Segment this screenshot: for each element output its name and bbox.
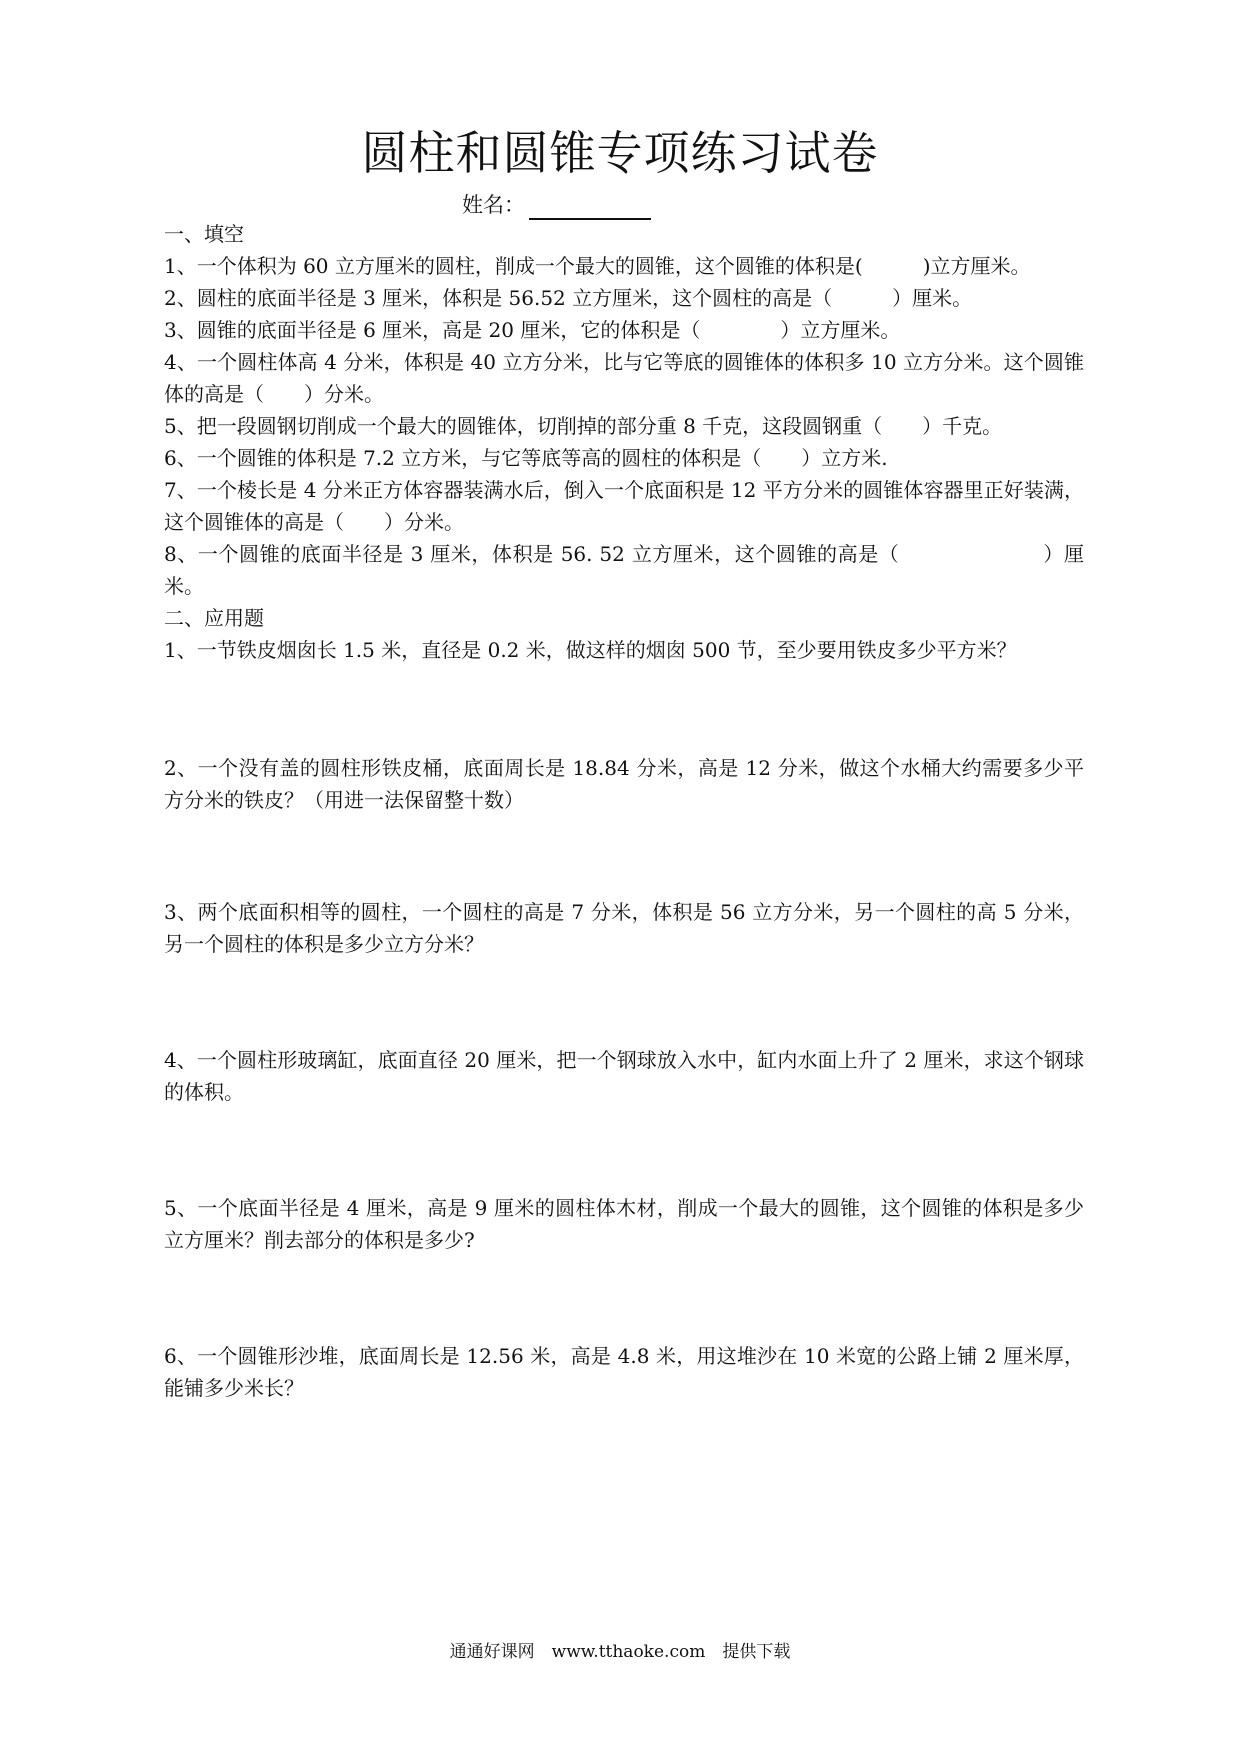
page-footer: 通通好课网 www.tthaoke.com 提供下载 — [449, 1642, 791, 1662]
fill-in-question-3: 3、圆锥的底面半径是 6 厘米，高是 20 厘米，它的体积是（ ）立方厘米。 — [164, 318, 901, 342]
name-label: 姓名： — [462, 193, 525, 217]
name-blank-line — [529, 198, 651, 220]
fill-in-question-7: 7、一个棱长是 4 分米正方体容器装满水后，倒入一个底面积是 12 平方分米的圆锥体容器里正好装满，这个圆锥体的高是（ ）分米。 — [164, 478, 1084, 534]
word-problem-4: 4、一个圆柱形玻璃缸，底面直径 20 厘米，把一个钢球放入水中，缸内水面上升了 2 厘米，求这个钢球的体积。 — [164, 1048, 1084, 1104]
fill-in-question-2: 2、圆柱的底面半径是 3 厘米，体积是 56.52 立方厘米，这个圆柱的高是（ ）厘米。 — [164, 286, 973, 310]
name-field-row — [462, 190, 651, 220]
fill-in-question-1: 1、一个体积为 60 立方厘米的圆柱，削成一个最大的圆锥，这个圆锥的体积是( )立方厘米。 — [164, 254, 1031, 278]
word-problem-6: 6、一个圆锥形沙堆，底面周长是 12.56 米，高是 4.8 米，用这堆沙在 10 米宽的公路上铺 2 厘米厚，能铺多少米长？ — [164, 1344, 1084, 1400]
section-heading-word-problems: 二、应用题 — [164, 606, 264, 630]
fill-in-question-4: 4、一个圆柱体高 4 分米，体积是 40 立方分米，比与它等底的圆锥体的体积多 10 立方分米。这个圆锥体的高是（ ）分米。 — [164, 350, 1084, 406]
fill-in-question-8: 8、一个圆锥的底面半径是 3 厘米，体积是 56. 52 立方厘米，这个圆锥的高是（ ）厘米。 — [164, 542, 1084, 598]
word-problem-5: 5、一个底面半径是 4 厘米，高是 9 厘米的圆柱体木材，削成一个最大的圆锥，这个圆锥的体积是多少立方厘米？削去部分的体积是多少? — [164, 1196, 1084, 1252]
page-title: 圆柱和圆锥专项练习试卷 — [361, 126, 879, 180]
section-heading-fill-in: 一、填空 — [164, 222, 244, 246]
exam-content — [164, 218, 1084, 1404]
fill-in-question-5: 5、把一段圆钢切削成一个最大的圆锥体，切削掉的部分重 8 千克，这段圆钢重（ ）千克。 — [164, 414, 1003, 438]
fill-in-question-6: 6、一个圆锥的体积是 7.2 立方米，与它等底等高的圆柱的体积是（ ）立方米. — [164, 446, 888, 470]
word-problem-2: 2、一个没有盖的圆柱形铁皮桶，底面周长是 18.84 分米，高是 12 分米，做这个水桶大约需要多少平方分米的铁皮？（用进一法保留整十数） — [164, 756, 1084, 812]
word-problem-1: 1、一节铁皮烟囱长 1.5 米，直径是 0.2 米，做这样的烟囱 500 节，至少要用铁皮多少平方米？ — [164, 638, 1017, 662]
word-problem-3: 3、两个底面积相等的圆柱，一个圆柱的高是 7 分米，体积是 56 立方分米，另一个圆柱的高 5 分米，另一个圆柱的体积是多少立方分米？ — [164, 900, 1084, 956]
